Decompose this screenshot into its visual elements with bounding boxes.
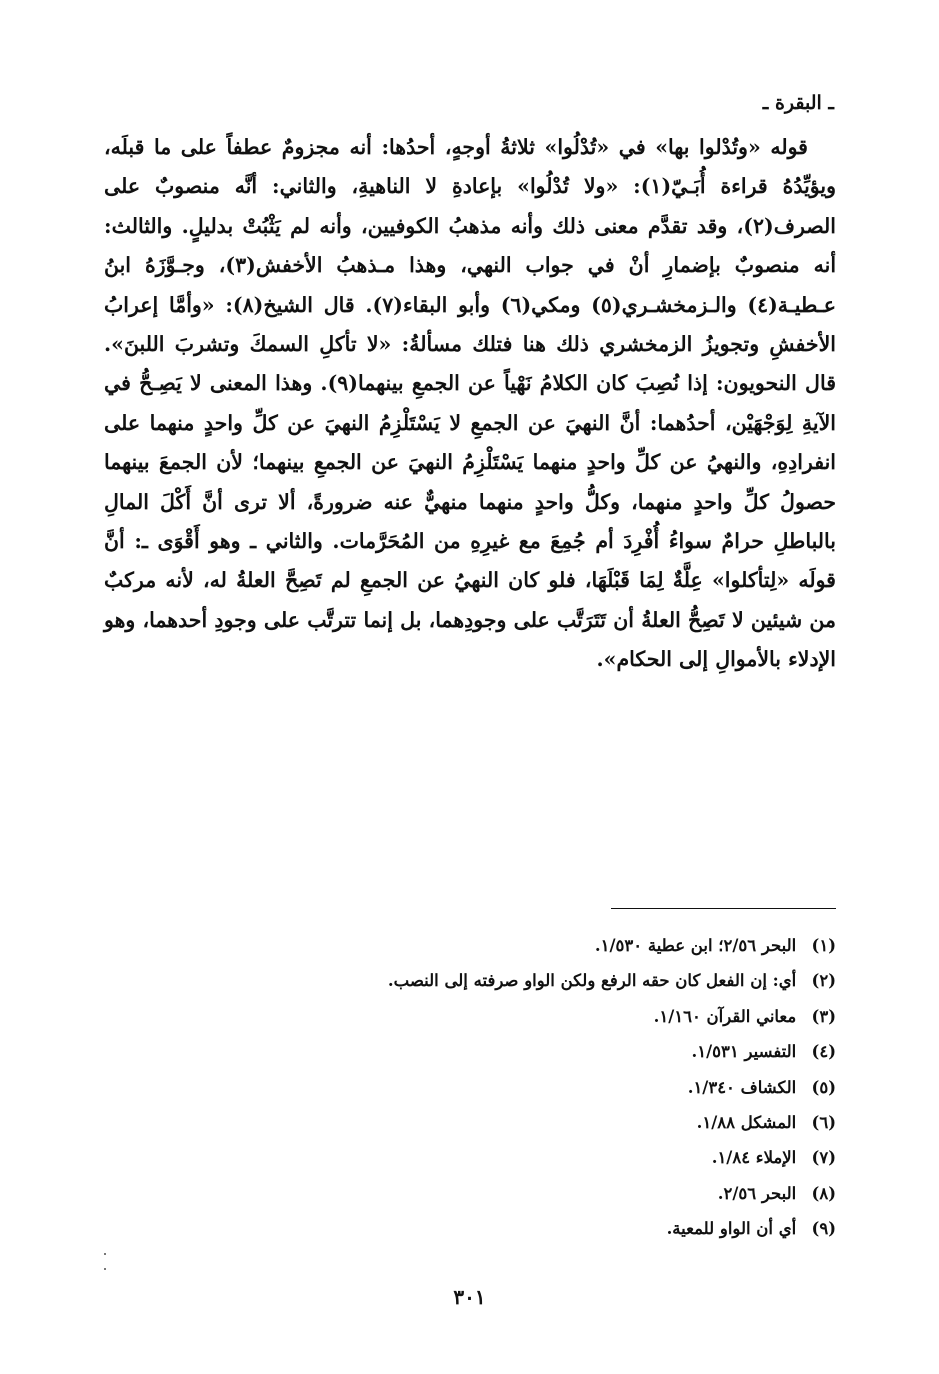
footnote-text: معاني القرآن ١/١٦٠. — [653, 1006, 797, 1026]
footnote-number: (٦) — [811, 1113, 836, 1133]
footnote-text: البحر ٢/٥٦. — [717, 1183, 797, 1203]
footnote-text: الكشاف ١/٣٤٠. — [687, 1077, 797, 1097]
main-paragraph: قوله «وتُدْلوا بها» في «تُدْلُوا» ثلاثةُ أوجهٍ، أحدُها: أنه مجزومٌ عطفاً على ما قبلَه، ويؤيِّدُهُ قراءة أُبَـيّ(١): «ولا تُدْلُوا» بإعادةِ لا الناهيةِ، والثاني: أنَّه منصوبٌ على الصرف(٢)، وقد تقدَّم معنى ذلك وأنه مذهبُ الكوفيين، وأنه لم يَثْبُتْ بدليلٍ. والثالث: أنه منصوبٌ بإضمارِ أنْ في جواب النهي، وهذا مـذهبُ الأخفش(٣)، وجـوَّزَهُ ابنُ عـطيـة(٤) والـزمخشـري(٥) ومكي(٦) وأبو البقاء(٧). قال الشيخ(٨): «وأمَّا إعرابُ الأخفشِ وتجويزُ الزمخشري ذلك هنا فتلك مسألةُ: «لا تأكلِ السمكَ وتشربَ اللبنَ». قال النحويون: إذا نُصِبَ كان الكلامُ نَهْياً عن الجمعِ بينهما(٩). وهذا المعنى لا يَصِـحُّ في الآيةِ لِوَجْهَيْن، أحدُهما: أنَّ النهيَ عن الجمعِ لا يَسْتَلْزِمُ النهيَ عن كلِّ واحدٍ منهما على انفرادِهِ، والنهيُ عن كلِّ واحدٍ منهما يَسْتَلْزِمُ النهيَ عن الجمعِ بينهما؛ لأن الجمعَ بينهما حصولُ كلِّ واحدٍ منهما، وكلُّ واحدٍ منهما منهيٌّ عنه ضرورةً، ألا ترى أنَّ أَكْلَ المالِ بالباطلِ حرامٌ سواءُ أُفْرِدَ أم جُمِعَ مع غيرِهِ من المُحَرَّمات. والثاني ـ وهو أَقْوَى ـ: أنَّ قولَه «لِتأكلوا» عِلَّةٌ لِمَا قَبْلَهَا، فلو كان النهيُ عن الجمعِ لم تَصِحَّ العلةُ له، لأنه مركبٌ من شيئين لا تَصِحُّ العلةُ أن تَتَرَتَّب على وجودِهما، بل إنما تترتَّب على وجودِ أحدهما، وهو الإدلاء بالأموالِ إلى الحكام». — [104, 135, 837, 672]
main-text-block — [104, 128, 836, 680]
scan-speck — [104, 1253, 106, 1255]
footnote-item — [104, 928, 836, 963]
footnote-number: (١) — [811, 936, 836, 955]
footnote-number: (٥) — [811, 1077, 836, 1097]
footnote-number: (٢) — [811, 971, 836, 991]
footnote-item — [104, 999, 836, 1034]
footnote-item — [104, 1140, 836, 1175]
footnote-number: (٤) — [811, 1042, 836, 1062]
scan-speck — [104, 1268, 106, 1270]
page-number: ٣٠١ — [453, 1285, 486, 1309]
footnote-number: (٧) — [811, 1148, 836, 1168]
running-title: ـ البقرة ـ — [762, 92, 834, 114]
footnote-item — [104, 1105, 836, 1140]
footnote-text: البحر ٢/٥٦؛ ابن عطية ١/٥٣٠. — [594, 936, 797, 955]
footnote-item — [104, 1070, 836, 1105]
footnote-number: (٨) — [811, 1183, 836, 1203]
footnote-item — [104, 1176, 836, 1211]
footnote-item — [104, 963, 836, 998]
footnote-text: أي: إن الفعل كان حقه الرفع ولكن الواو صرفته إلى النصب. — [387, 971, 797, 991]
footnote-separator — [611, 908, 836, 909]
footnote-number: (٩) — [811, 1219, 836, 1239]
footnote-text: المشكل ١/٨٨. — [696, 1113, 797, 1133]
footnote-text: أي أن الواو للمعية. — [666, 1219, 797, 1239]
footnote-text: الإملاء ١/٨٤. — [711, 1148, 797, 1168]
footnote-item — [104, 1211, 836, 1246]
footnote-item — [104, 1034, 836, 1069]
footnote-text: التفسير ١/٥٣١. — [691, 1042, 797, 1062]
footnote-number: (٣) — [811, 1006, 836, 1026]
footnotes-list — [104, 928, 836, 1247]
